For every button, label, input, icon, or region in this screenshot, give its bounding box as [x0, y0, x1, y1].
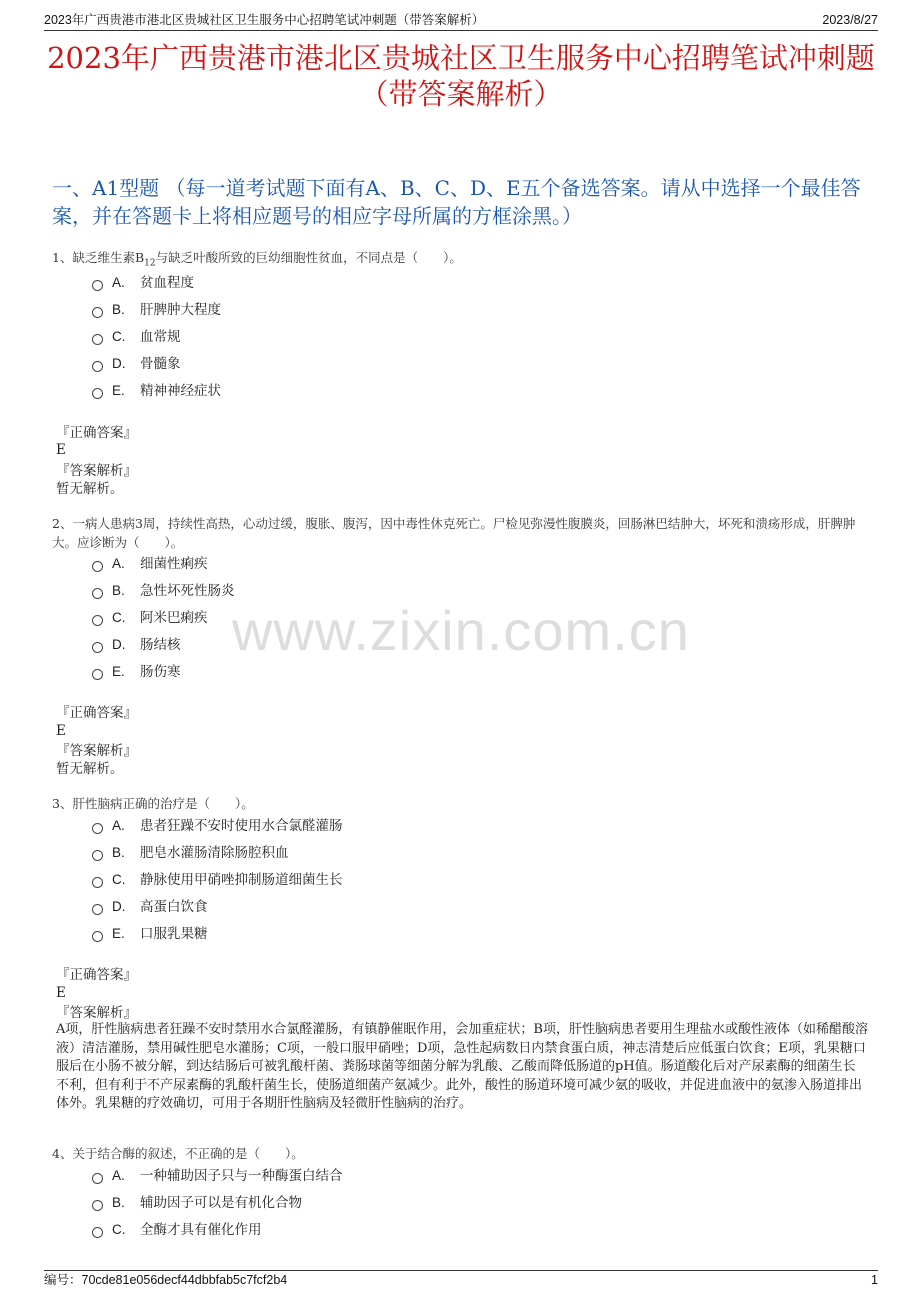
radio-button[interactable]	[92, 850, 103, 861]
option-d[interactable]	[92, 353, 181, 375]
option-a[interactable]	[92, 272, 194, 294]
question-stem	[52, 248, 868, 274]
analysis-label: 『答案解析』	[56, 1005, 137, 1021]
option-letter: E.	[112, 926, 125, 941]
document-code: 编号：70cde81e056decf44dbbfab5c7fcf2b4	[44, 1273, 288, 1287]
answer-label: 『正确答案』	[56, 705, 137, 721]
option-letter: C.	[112, 872, 126, 887]
option-c[interactable]	[92, 869, 343, 891]
radio-button[interactable]	[92, 823, 103, 834]
radio-button[interactable]	[92, 669, 103, 680]
option-text: 辅助因子可以是有机化合物	[140, 1195, 302, 1211]
radio-button[interactable]	[92, 588, 103, 599]
option-text: 精神神经症状	[140, 383, 221, 399]
option-letter: A.	[112, 275, 125, 290]
option-text: 口服乳果糖	[140, 926, 208, 942]
option-e[interactable]	[92, 923, 208, 945]
option-letter: B.	[112, 1195, 125, 1210]
radio-button[interactable]	[92, 931, 103, 942]
question-stem-text: 1、缺乏维生素B	[52, 250, 145, 265]
option-letter: D.	[112, 637, 126, 652]
watermark: www.zixin.com.cn	[232, 599, 690, 662]
option-text: 肥皂水灌肠清除肠腔积血	[140, 845, 289, 861]
radio-button[interactable]	[92, 1200, 103, 1211]
radio-button[interactable]	[92, 1227, 103, 1238]
option-text: 全酶才具有催化作用	[140, 1222, 262, 1238]
option-letter: B.	[112, 845, 125, 860]
radio-button[interactable]	[92, 334, 103, 345]
option-e[interactable]	[92, 661, 181, 683]
option-a[interactable]	[92, 1165, 343, 1187]
option-letter: A.	[112, 556, 125, 571]
option-text: 一种辅助因子只与一种酶蛋白结合	[140, 1168, 343, 1184]
option-letter: C.	[112, 1222, 126, 1237]
page-title: 2023年广西贵港市港北区贵城社区卫生服务中心招聘笔试冲刺题（带答案解析）	[47, 41, 875, 111]
radio-button[interactable]	[92, 615, 103, 626]
option-c[interactable]	[92, 607, 208, 629]
analysis-text: 暂无解析。	[56, 761, 124, 777]
question-stem: 2、一病人患病3周，持续性高热，心动过缓，腹胀、腹泻，因中毒性休克死亡。尸检见弥漫性腹膜炎，回肠淋巴结肿大，坏死和溃疡形成，肝脾肿大。应诊断为（ ）。	[52, 516, 856, 550]
question-stem: 4、关于结合酶的叙述，不正确的是（ ）。	[52, 1146, 304, 1161]
option-c[interactable]	[92, 1219, 262, 1241]
option-letter: D.	[112, 356, 126, 371]
option-letter: C.	[112, 610, 126, 625]
answer-label: 『正确答案』	[56, 425, 137, 441]
analysis-label: 『答案解析』	[56, 743, 137, 759]
option-a[interactable]	[92, 815, 343, 837]
radio-button[interactable]	[92, 1173, 103, 1184]
option-text: 阿米巴痢疾	[140, 610, 208, 626]
option-letter: B.	[112, 302, 125, 317]
header-date: 2023/8/27	[822, 13, 878, 27]
analysis-text: 暂无解析。	[56, 481, 124, 497]
radio-button[interactable]	[92, 642, 103, 653]
radio-button[interactable]	[92, 280, 103, 291]
option-a[interactable]	[92, 553, 208, 575]
option-text: 肝脾肿大程度	[140, 302, 221, 318]
analysis-label: 『答案解析』	[56, 463, 137, 479]
option-text: 血常规	[140, 329, 181, 345]
option-text: 细菌性痢疾	[140, 556, 208, 572]
answer-value: E	[56, 723, 66, 739]
page-header	[44, 10, 878, 31]
section-heading: 一、A1型题 （每一道考试题下面有A、B、C、D、E五个备选答案。请从中选择一个最佳答案，并在答题卡上将相应题号的相应字母所属的方框涂黑。）	[52, 176, 861, 228]
radio-button[interactable]	[92, 388, 103, 399]
option-letter: A.	[112, 818, 125, 833]
option-text: 静脉使用甲硝唑抑制肠道细菌生长	[140, 872, 343, 888]
page-number: 1	[871, 1273, 878, 1287]
option-b[interactable]	[92, 299, 221, 321]
question-stem: 3、肝性脑病正确的治疗是（ ）。	[52, 796, 254, 811]
option-text: 肠结核	[140, 637, 181, 653]
subscript: 12	[144, 258, 156, 269]
option-text: 急性坏死性肠炎	[140, 583, 235, 599]
option-text: 患者狂躁不安时使用水合氯醛灌肠	[140, 818, 343, 834]
answer-value: E	[56, 442, 66, 458]
analysis-text: A项，肝性脑病患者狂躁不安时禁用水合氯醛灌肠，有镇静催眠作用，会加重症状；B项，肝性脑病患者要用生理盐水或酸性液体（如稀醋酸溶液）清洁灌肠，禁用碱性肥皂水灌肠；C项，一般口服甲硝唑；D项，急性起病数日内禁食蛋白质，神志清楚后应低蛋白饮食；E项，乳果糖口服后在小肠不被分解，到达结肠后可被乳酸杆菌、粪肠球菌等细菌分解为乳酸、乙酸而降低肠道的pH值。肠道酸化后对产尿素酶的细菌生长不利，但有利于不产尿素酶的乳酸杆菌生长，使肠道细菌产氨减少。此外，酸性的肠道环境可减少氨的吸收，并促进血液中的氨渗入肠道排出体外。乳果糖的疗效确切，可用于各期肝性脑病及轻微肝性脑病的治疗。	[56, 1022, 868, 1111]
answer-label: 『正确答案』	[56, 967, 137, 983]
radio-button[interactable]	[92, 561, 103, 572]
answer-value: E	[56, 985, 66, 1001]
radio-button[interactable]	[92, 904, 103, 915]
option-c[interactable]	[92, 326, 181, 348]
option-letter: E.	[112, 383, 125, 398]
option-letter: A.	[112, 1168, 125, 1183]
option-d[interactable]	[92, 896, 208, 918]
option-text: 骨髓象	[140, 356, 181, 372]
option-text: 肠伤寒	[140, 664, 181, 680]
radio-button[interactable]	[92, 307, 103, 318]
option-b[interactable]	[92, 580, 235, 602]
option-letter: E.	[112, 664, 125, 679]
option-d[interactable]	[92, 634, 181, 656]
option-text: 高蛋白饮食	[140, 899, 208, 915]
option-b[interactable]	[92, 1192, 302, 1214]
page-footer	[44, 1270, 878, 1289]
option-letter: B.	[112, 583, 125, 598]
option-e[interactable]	[92, 380, 221, 402]
option-b[interactable]	[92, 842, 289, 864]
question-stem-text: 与缺乏叶酸所致的巨幼细胞性贫血，不同点是（ ）。	[155, 250, 462, 265]
radio-button[interactable]	[92, 877, 103, 888]
option-letter: C.	[112, 329, 126, 344]
radio-button[interactable]	[92, 361, 103, 372]
header-doc-title: 2023年广西贵港市港北区贵城社区卫生服务中心招聘笔试冲刺题（带答案解析）	[44, 13, 485, 27]
option-letter: D.	[112, 899, 126, 914]
option-text: 贫血程度	[140, 275, 194, 291]
